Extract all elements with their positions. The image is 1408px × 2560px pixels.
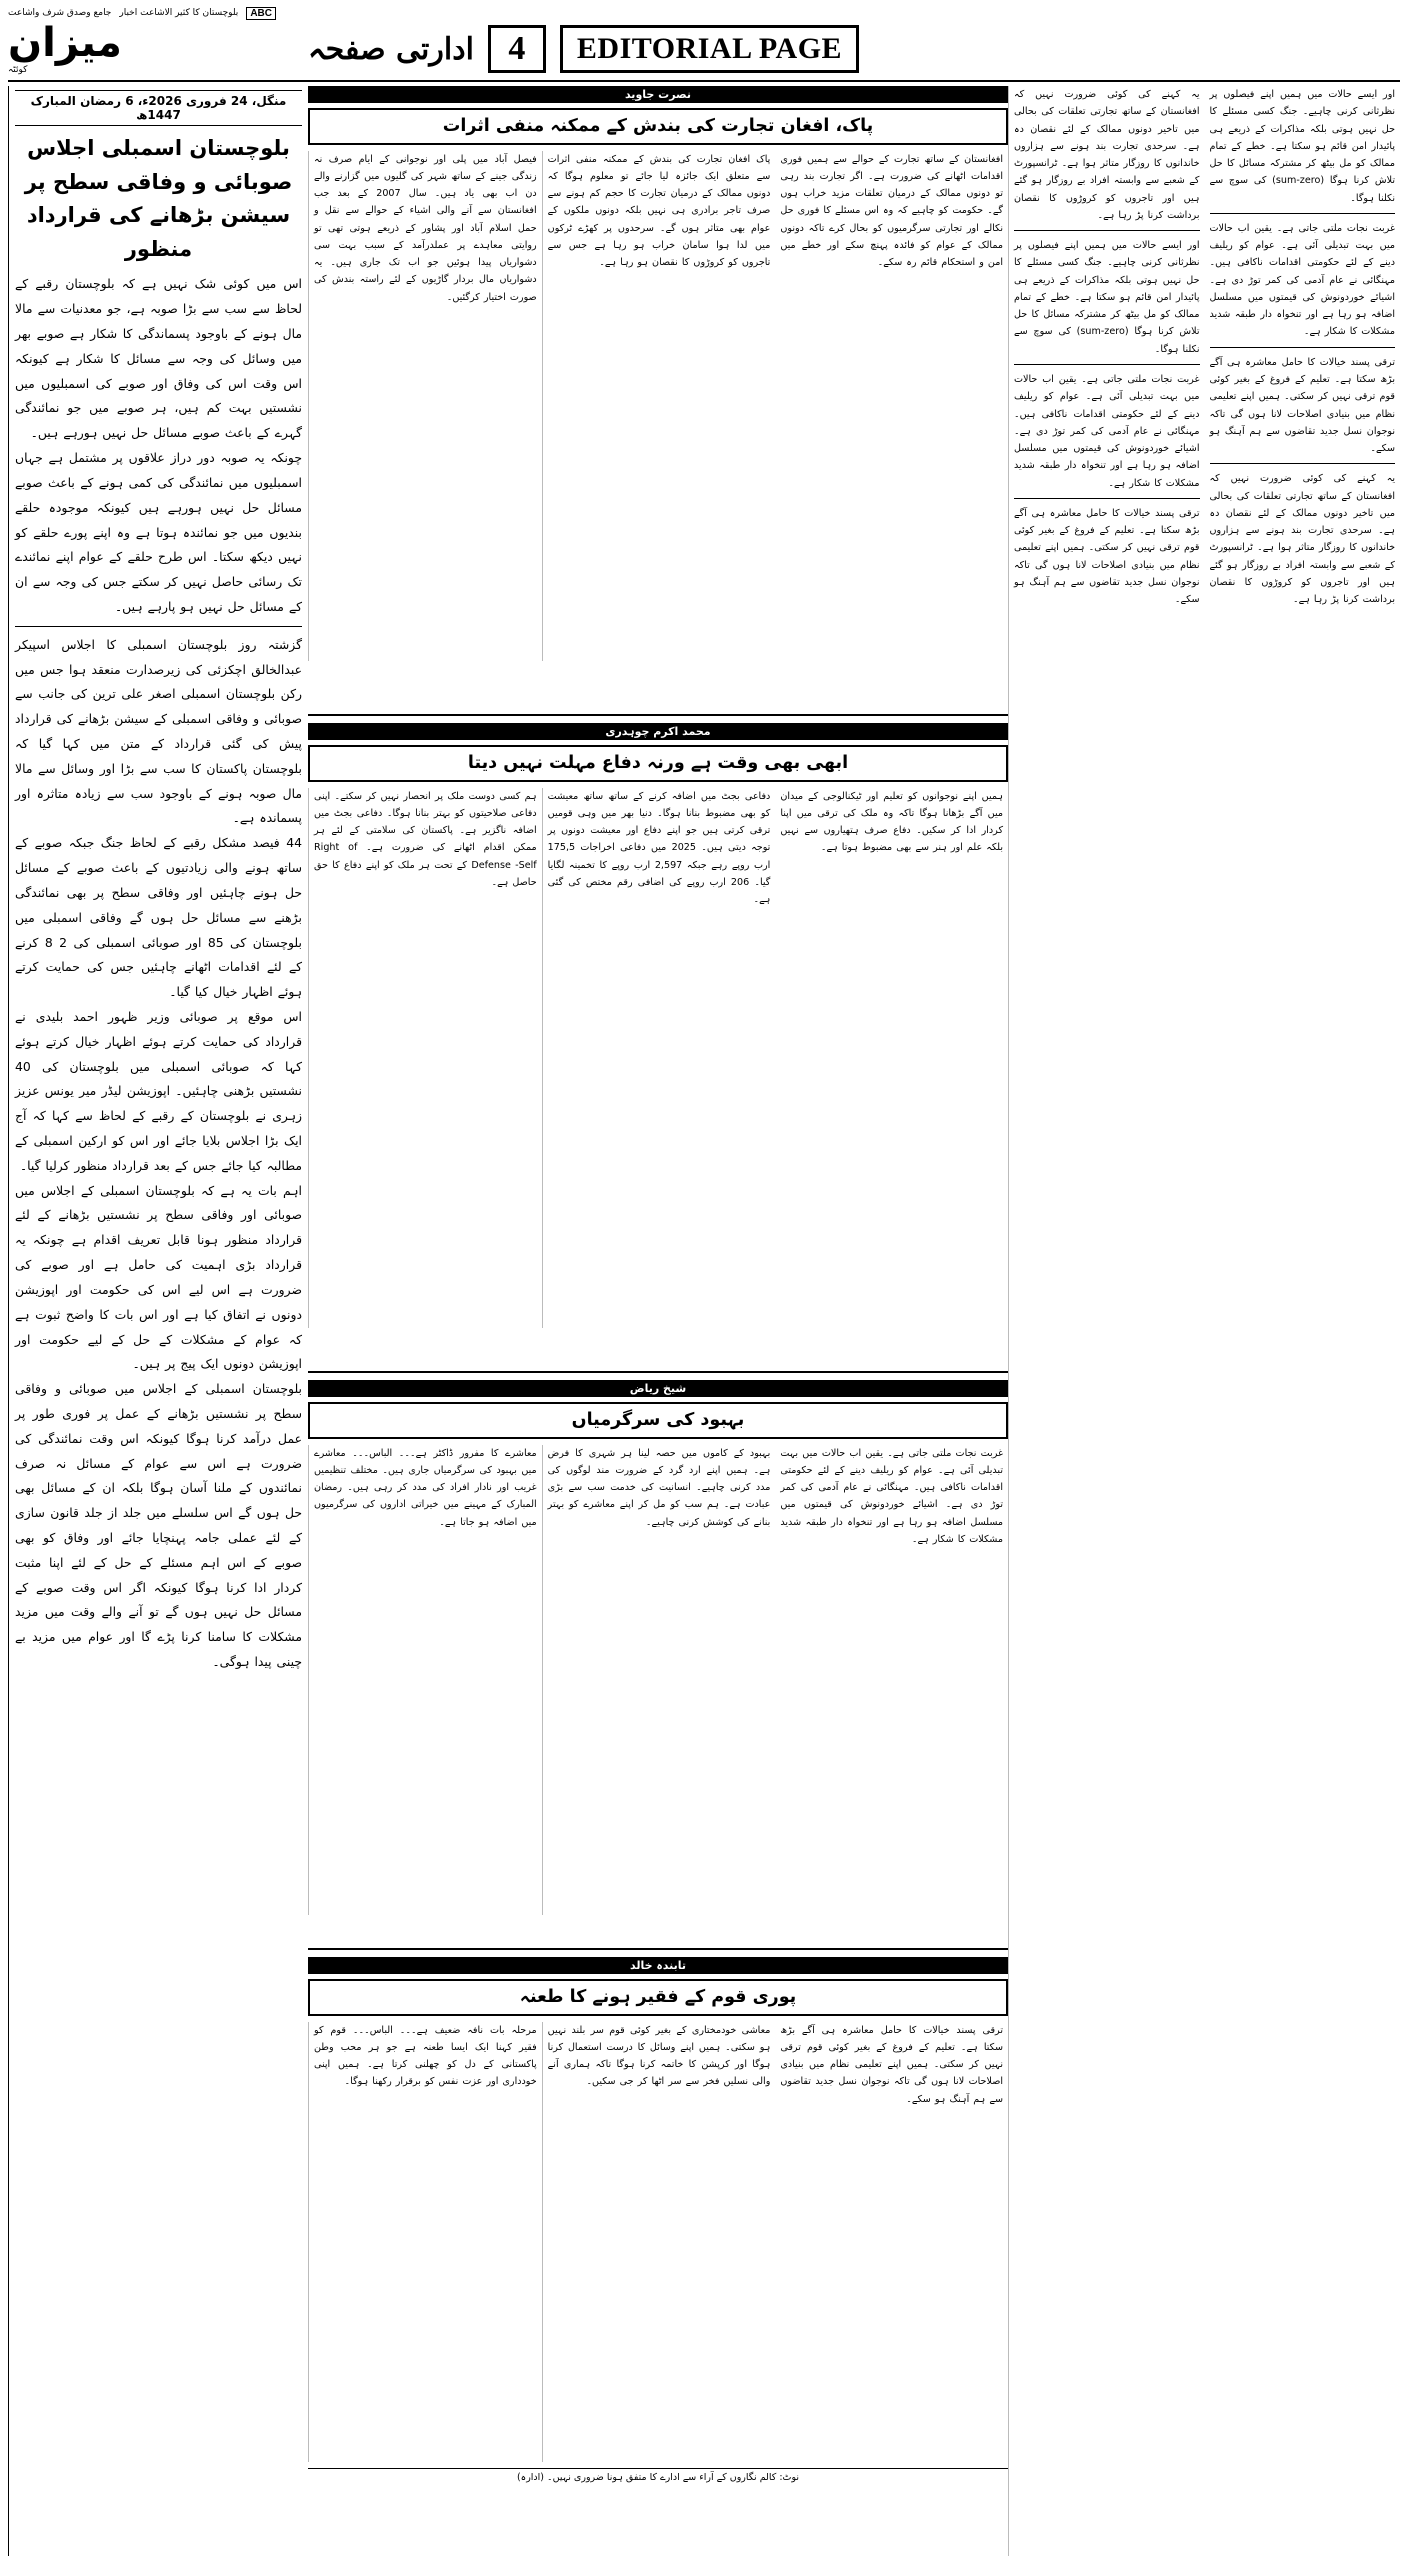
page-body [8, 86, 1400, 2556]
lead-paragraph-7: بلوچستان اسمبلی کے اجلاس میں صوبائی و وفاقی سطح پر نشستیں بڑھانے کے عمل پر فوری طور پر عمل درآمد کرنا ہوگا کیونکہ اس وقت نمائندگی کی ضرورت ہے اس سے عوام کے مسائل نہ صرف نمائندوں کے ملنا آسان ہوگا بلکہ ان کے مسائل بھی حل ہوں گے اس سلسلے میں جلد از جلد قانون سازی کے لئے عملی جامہ پہنچایا جائے اور وفاق کو بھی صوبے کے اس اہم مسئلے کے حل کے لئے اپنا مثبت کردار ادا کرنا ہوگا کیونکہ اگر اس وقت صوبے کے مسائل حل نہیں ہوں گے تو آنے والے وقت میں مزید مشکلات کا سامنا کرنا پڑے گا اور عوام میں مزید بے چینی پیدا ہوگی۔ [15, 1381, 302, 1670]
masthead-logo-area [8, 20, 298, 78]
left-col-1-b: اور ایسے حالات میں ہمیں اپنے فیصلوں پر نظرثانی کرنی چاہیے۔ جنگ کسی مسئلے کا حل نہیں ہوتی بلکہ مذاکرات کے ذریعے ہی پائیدار امن قائم ہو سکتا ہے۔ خطے کے تمام ممالک کو مل بیٹھ کر مشترکہ مسائل کا حل تلاش کرنا ہوگا (sum-zero) کی سوچ سے نکلنا ہوگا۔ [1014, 240, 1200, 355]
poverty-col-3: ترقی پسند خیالات کا حامل معاشرہ ہی آگے بڑھ سکتا ہے۔ تعلیم کے فروغ کے بغیر کوئی قوم ترقی نہیں کر سکتی۔ ہمیں اپنے تعلیمی نظام میں بنیادی اصلاحات لانا ہوں گی تاکہ نوجوان نسل جدید تقاضوں سے ہم آہنگ ہو سکے۔ [780, 2024, 1004, 2105]
byline-akram-chaudhry: محمد اکرم چوہدری [308, 723, 1008, 740]
welfare-col-3: غربت نجات ملتی جاتی ہے۔ یقین اب حالات میں بہت تبدیلی آئی ہے۔ عوام کو ریلیف دینے کے لئے حکومتی اقدامات ناکافی ہیں۔ مہنگائی نے عام آدمی کی کمر توڑ دی ہے۔ اشیائے خوردونوش کی قیمتوں میں مسلسل اضافہ ہو رہا ہے اور تنخواہ دار طبقہ شدید مشکلات کا شکار ہے۔ [780, 1447, 1004, 1545]
left-col-1-c: غربت نجات ملتی جاتی ہے۔ یقین اب حالات میں بہت تبدیلی آئی ہے۔ عوام کو ریلیف دینے کے لئے حکومتی اقدامات ناکافی ہیں۔ مہنگائی نے عام آدمی کی کمر توڑ دی ہے۔ اشیائے خوردونوش کی قیمتوں میں مسلسل اضافہ ہو رہا ہے اور تنخواہ دار طبقہ شدید مشکلات کا شکار ہے۔ [1014, 373, 1200, 489]
byline-sheikh-riaz: شیخ ریاض [308, 1380, 1008, 1397]
abc-badge: ABC [246, 7, 276, 20]
left-col-1-d: ترقی پسند خیالات کا حامل معاشرہ ہی آگے بڑھ سکتا ہے۔ تعلیم کے فروغ کے بغیر کوئی قوم ترقی نہیں کر سکتی۔ ہمیں اپنے تعلیمی نظام میں بنیادی اصلاحات لانا ہوں گی تاکہ نوجوان نسل جدید تقاضوں سے ہم آہنگ ہو سکے۔ [1014, 507, 1200, 606]
left-col-2-b: غربت نجات ملتی جاتی ہے۔ یقین اب حالات میں بہت تبدیلی آئی ہے۔ عوام کو ریلیف دینے کے لئے حکومتی اقدامات ناکافی ہیں۔ مہنگائی نے عام آدمی کی کمر توڑ دی ہے۔ اشیائے خوردونوش کی قیمتوں میں مسلسل اضافہ ہو رہا ہے اور تنخواہ دار طبقہ شدید مشکلات کا شکار ہے۔ [1209, 222, 1395, 338]
lead-paragraph-2: چونکہ یہ صوبہ دور دراز علاقوں پر مشتمل ہے جہاں اسمبلیوں میں نمائندگی کی کمی ہونے کے باعث صوبے مسائل حل نہیں ہورہے ہیں کیونکہ موجودہ حلقے بندیوں میں جو نمائندہ ہوتا ہے وہ اپنے پورے حلقے کو نہیں دیکھ سکتا۔ اس طرح حلقے کے عوام اپنے نمائندے تک رسائی حاصل نہیں کر سکتے جس کی وجہ سے ان کے مسائل حل نہیں ہو پارہے ہیں۔ [15, 450, 302, 614]
masthead [8, 20, 1400, 82]
article-defence [308, 723, 1008, 1363]
lead-paragraph-3: گزشتہ روز بلوچستان اسمبلی کا اجلاس اسپیکر عبدالخالق اچکزئی کی زیرصدارت منعقد ہوا جس میں رکن بلوچستان اسمبلی اصغر علی ترین کی جانب سے صوبائی و وفاقی اسمبلی کے سیشن بڑھانے کی قرارداد پیش کی گئی قرارداد کے متن میں کہا گیا کہ بلوچستان پاکستان کا سب سے بڑا اور وسائل سے مالا مال صوبہ ہونے کے باوجود سب سے زیادہ متاثرہ اور پسماندہ ہے۔ [15, 636, 302, 826]
headline-defence: ابھی بھی وقت ہے ورنہ دفاع مہلت نہیں دیتا [308, 745, 1008, 782]
lead-paragraph-1: اس میں کوئی شک نہیں ہے کہ بلوچستان رقبے کے لحاظ سے سب سے بڑا صوبہ ہے، جو معدنیات سے مالا مال ہونے کے باوجود پسماندگی کا شکار ہے صوبے بھر میں وسائل کی وجہ سے مسائل کا شکار ہے کیونکہ اس وقت اس کی وفاق اور صوبے کی اسمبلیوں میں نشستیں بہت کم ہیں، ہر صوبے میں جو نمائندگی گہرے کے باعث صوبے مسائل حل نہیں ہورہے ہیں۔ [15, 276, 302, 441]
lead-paragraph-6: اہم بات یہ ہے کہ بلوچستان اسمبلی کے اجلاس میں صوبائی اور وفاقی سطح پر نشستیں بڑھانے کے لئے قرارداد منظور ہونا قابل تعریف اقدام ہے چونکہ یہ قرارداد بڑی اہمیت کی حامل ہے اور صوبے کی ضرورت ہے اس لیے اس کی حکومت اور اپوزیشن دونوں نے اتفاق کیا ہے اور اس بات کا واضح ثبوت ہے کہ عوام کے مشکلات کے حل کے لیے حکومت اور اپوزیشن دونوں ایک پیج پر ہیں۔ [15, 1182, 302, 1372]
articles-area [308, 86, 1400, 2556]
date-line: منگل، 24 فروری 2026ء، 6 رمضان المبارک 1447ھ [15, 90, 302, 126]
top-info-bar [8, 6, 1400, 20]
defence-col-3: ہمیں اپنے نوجوانوں کو تعلیم اور ٹیکنالوجی کے میدان میں آگے بڑھانا ہوگا تاکہ وہ ملک کی ترقی میں اپنا کردار ادا کر سکیں۔ دفاع صرف ہتھیاروں سے نہیں بلکہ علم اور ہنر سے بھی مضبوط ہوتا ہے۔ [780, 790, 1004, 854]
lead-editorial-column [8, 86, 308, 2556]
lead-paragraph-4: 44 فیصد مشکل رقبے کے لحاظ جنگ جبکہ صوبے کے ساتھ ہونے والی زیادتیوں کے باعث صوبے کے مسائل حل ہونے چاہئیں اور وفاقی سطح پر بھی نمائندگی بڑھنے سے مسائل حل ہوں گے وفاقی اسمبلی میں بلوچستان کی 85 اور صوبائی اسمبلی کی 2 8 کرنے کے لئے اقدامات اٹھانے چاہئیں جس کی حمایت کرتے ہوئے اظہار خیال کیا گیا۔ [15, 835, 302, 1000]
editorial-page-banner: EDITORIAL PAGE [560, 25, 859, 73]
editor-disclaimer: نوٹ: کالم نگاروں کے آراء سے ادارے کا متفق ہونا ضروری نہیں۔ (ادارہ) [308, 2468, 1008, 2483]
defence-col-1: ہم کسی دوست ملک پر انحصار نہیں کر سکتے۔ اپنی دفاعی صلاحیتوں کو بہتر بنانا ہوگا۔ دفاعی بجٹ میں اضافہ ناگزیر ہے۔ پاکستان کی سلامتی کے لئے ہر ممکن اقدام اٹھانے کی ضرورت ہے۔ Right of Defense -Self کے تحت ہر ملک کو اپنے دفاع کا حق حاصل ہے۔ [314, 790, 537, 888]
article-welfare [308, 1380, 1008, 1940]
headline-welfare: بہبود کی سرگرمیاں [308, 1402, 1008, 1439]
left-col-2-d: یہ کہنے کی کوئی ضرورت نہیں کہ افغانستان کے ساتھ تجارتی تعلقات کی بحالی میں تاخیر دونوں ممالک کے لئے نقصان دہ ہے۔ سرحدی تجارت بند ہونے سے ہزاروں خاندانوں کا روزگار متاثر ہوا ہے۔ ٹرانسپورٹ کے شعبے سے وابستہ افراد بے روزگار ہو گئے ہیں اور تاجروں کو کروڑوں کا نقصان برداشت کرنا پڑ رہا ہے۔ [1209, 473, 1395, 606]
middle-stack [308, 86, 1008, 2556]
paper-city: کوئٹہ [8, 65, 28, 75]
pak-afghan-col-2: پاک افغان تجارت کی بندش کے ممکنہ منفی اثرات سے متعلق ایک جائزہ لیا جائے تو معلوم ہوگا کہ دونوں ممالک کے درمیان تجارت کا حجم کم ہونے سے صرف تاجر برادری ہی نہیں بلکہ دونوں ملکوں کے عوام بھی متاثر ہوں گے۔ سرحدوں پر کھڑے ٹرکوں میں لدا ہوا سامان خراب ہو رہا ہے جس سے تاجروں کو کروڑوں کا نقصان ہو رہا ہے۔ [547, 153, 771, 269]
top-left-text: جامع وصدق شرف واشاعت [8, 8, 112, 18]
defence-col-2: دفاعی بجٹ میں اضافہ کرنے کے ساتھ ساتھ معیشت کو بھی مضبوط بنانا ہوگا۔ دنیا بھر میں وہی قومیں ترقی کرتی ہیں جو اپنے دفاع اور معیشت دونوں پر توجہ دیتی ہیں۔ 2025 میں دفاعی اخراجات 175,5 ارب روپے رہے جبکہ 2,597 ارب روپے کا تخمینہ لگایا گیا۔ 206 ارب روپے کی اضافی رقم مختص کی گئی ہے۔ [547, 790, 771, 906]
poverty-col-1: مرحلہ بات نافہ ضعیف ہے۔۔۔ الباس۔۔۔ قوم کو فقیر کہنا ایک ایسا طعنہ ہے جو ہر محب وطن پاکستانی کے دل کو چھلنی کرتا ہے۔ ہمیں اپنی خودداری اور عزت نفس کو برقرار رکھنا ہوگا۔ [314, 2024, 537, 2088]
lead-headline: بلوچستان اسمبلی اجلاس صوبائی و وفاقی سطح پر سیشن بڑھانے کی قرارداد منظور [24, 136, 293, 261]
left-col-1-a: یہ کہنے کی کوئی ضرورت نہیں کہ افغانستان کے ساتھ تجارتی تعلقات کی بحالی میں تاخیر دونوں ممالک کے لئے نقصان دہ ہے۔ سرحدی تجارت بند ہونے سے ہزاروں خاندانوں کا روزگار متاثر ہوا ہے۔ ٹرانسپورٹ کے شعبے سے وابستہ افراد بے روزگار ہو گئے ہیں اور تاجروں کو کروڑوں کا نقصان برداشت کرنا پڑ رہا ہے۔ [1014, 89, 1200, 221]
pak-afghan-col-1: فیصل آباد میں پلی اور نوجوانی کے ایام صرف نہ زندگی جینے کے ساتھ شہر کی گلیوں میں گزارنے والے دن اب بھی یاد ہیں۔ سال 2007 کے بعد جب افغانستان سے آنے والی اشیاء کے حوالے سے نقل و حمل اسلام آباد اور پشاور کے ذریعے ہوتی تھی تو روایتی معاہدے پر عملدرآمد کے سبب بہت سی دشواریاں پیدا ہوئیں جو اب تک جاری ہیں۔ یہ دشواریاں مال بردار گاڑیوں کے لئے راستہ بندش کی صورت اختیار کرگئیں۔ [314, 153, 537, 303]
lead-paragraph-5: اس موقع پر صوبائی وزیر ظہور احمد بلیدی نے قرارداد کی حمایت کرتے ہوئے اظہار خیال کرتے ہوئے کہا کہ صوبائی اسمبلی میں بلوچستان کی 40 نشستیں بڑھنی چاہئیں۔ اپوزیشن لیڈر میر یونس عزیز زہری نے بلوچستان کے رقبے کے لحاظ سے کہا کہ آج ایک بڑا اجلاس بلایا جائے اور اس کو ارکین اسمبلی کے مطالبہ کیا جائے جس کے بعد قرارداد منظور کرلیا گیا۔ [15, 1008, 302, 1173]
masthead-title-area [298, 20, 1400, 78]
welfare-col-1: معاشرے کا مفرور ڈاکٹر ہے۔۔۔ الباس۔۔۔ معاشرے میں بہبود کی سرگرمیاں جاری ہیں۔ مختلف تنظیمیں غریب اور نادار افراد کی مدد کر رہی ہیں۔ رمضان المبارک کے مہینے میں خیراتی اداروں کی سرگرمیوں میں اضافہ ہو جاتا ہے۔ [314, 1447, 537, 1528]
left-col-2-a: اور ایسے حالات میں ہمیں اپنے فیصلوں پر نظرثانی کرنی چاہیے۔ جنگ کسی مسئلے کا حل نہیں ہوتی بلکہ مذاکرات کے ذریعے ہی پائیدار امن قائم ہو سکتا ہے۔ خطے کے تمام ممالک کو مل بیٹھ کر مشترکہ مسائل کا حل تلاش کرنا ہوگا (sum-zero) کی سوچ سے نکلنا ہوگا۔ [1209, 89, 1395, 204]
headline-poverty: پوری قوم کے فقیر ہونے کا طعنہ [308, 1979, 1008, 2016]
page-number: 4 [488, 25, 546, 73]
article-pak-afghan [308, 86, 1008, 706]
article-poverty [308, 1957, 1008, 2517]
paper-name: میزان [8, 20, 122, 66]
left-col-2-c: ترقی پسند خیالات کا حامل معاشرہ ہی آگے بڑھ سکتا ہے۔ تعلیم کے فروغ کے بغیر کوئی قوم ترقی نہیں کر سکتی۔ ہمیں اپنے تعلیمی نظام میں بنیادی اصلاحات لانا ہوں گی تاکہ نوجوان نسل جدید تقاضوں سے ہم آہنگ ہو سکے۔ [1209, 356, 1395, 455]
left-continuation-columns [1008, 86, 1400, 2556]
welfare-col-2: بہبود کے کاموں میں حصہ لینا ہر شہری کا فرض ہے۔ ہمیں اپنے ارد گرد کے ضرورت مند لوگوں کی مدد کرنی چاہیے۔ انسانیت کی خدمت سب سے بڑی عبادت ہے۔ ہم سب کو مل کر اپنے معاشرے کو بہتر بنانے کی کوشش کرنی چاہیے۔ [547, 1447, 771, 1528]
headline-pak-afghan: پاک، افغان تجارت کی بندش کے ممکنہ منفی اثرات [308, 108, 1008, 145]
byline-tabinda-khalid: تابندہ خالد [308, 1957, 1008, 1974]
urdu-page-title: ادارتی صفحہ [308, 31, 474, 67]
top-mid-text: بلوچستان کا کثیر الاشاعت اخبار [119, 8, 239, 18]
poverty-col-2: معاشی خودمختاری کے بغیر کوئی قوم سر بلند نہیں ہو سکتی۔ ہمیں اپنے وسائل کا درست استعمال کرنا ہوگا اور کرپشن کا خاتمہ کرنا ہوگا تاکہ ہماری آنے والی نسلیں فخر سے سر اٹھا کر جی سکیں۔ [547, 2024, 771, 2088]
pak-afghan-col-3: افغانستان کے ساتھ تجارت کے حوالے سے ہمیں فوری اقدامات اٹھانے کی ضرورت ہے۔ اگر تجارت بند رہی تو دونوں ممالک کے درمیان تعلقات مزید خراب ہوں گے۔ حکومت کو چاہیے کہ وہ اس مسئلے کا فوری حل نکالے اور تجارتی سرگرمیوں کو بحال کرے تاکہ دونوں ممالک کے عوام کو فائدہ پہنچ سکے اور خطے میں امن و استحکام قائم رہ سکے۔ [780, 153, 1004, 269]
byline-nusrat-javed: نصرت جاوید [308, 86, 1008, 103]
